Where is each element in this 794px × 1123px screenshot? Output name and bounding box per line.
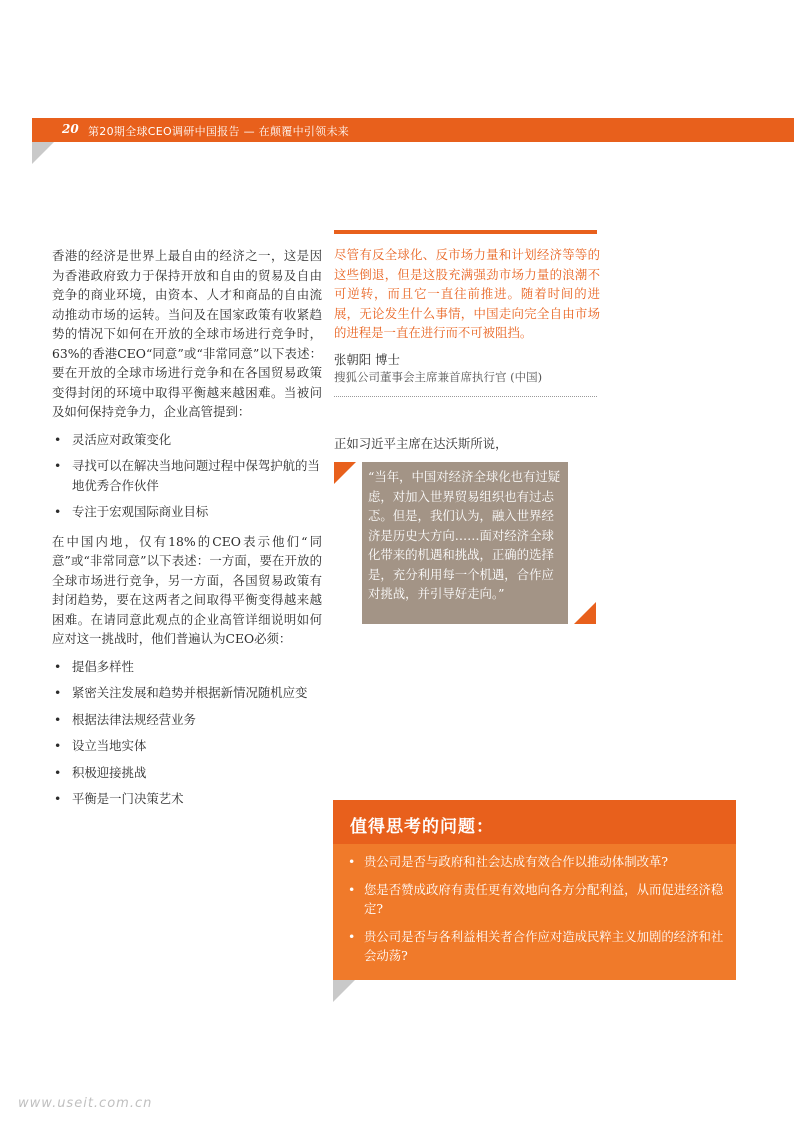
bullet-icon: • xyxy=(54,738,62,753)
bullet-icon: • xyxy=(54,791,62,806)
question-item: • 贵公司是否与政府和社会达成有效合作以推动体制改革? xyxy=(348,852,728,872)
left-column xyxy=(52,246,322,819)
bullet-icon: • xyxy=(54,658,62,674)
hk-strategies-list xyxy=(52,430,322,522)
list-item: • 提倡多样性 xyxy=(52,657,322,677)
dotted-divider xyxy=(334,396,597,397)
list-item: • 平衡是一门决策艺术 xyxy=(52,789,322,809)
questions-heading: 值得思考的问题： xyxy=(350,817,494,837)
question-item: • 您是否赞成政府有责任更有效地向各方分配利益，从而促进经济稳定? xyxy=(348,881,724,916)
report-title: 第20期全球CEO调研中国报告 — 在颠覆中引领未来 xyxy=(88,125,350,138)
bullet-icon: • xyxy=(54,685,62,700)
bullet-icon: • xyxy=(54,458,62,473)
quote-rule xyxy=(334,230,597,234)
list-item: • 灵活应对政策变化 xyxy=(52,430,322,450)
bullet-icon: • xyxy=(348,854,356,869)
pull-quote-text: 尽管有反全球化、反市场力量和计划经济等等的这些倒退，但是这股充满强劲市场力量的浪潮不可逆转，而且它一直往前推进。随着时间的进展，无论发生什么事情，中国走向完全自由市场的进程是一直在进行而不可被阻挡。 xyxy=(334,247,600,340)
quote-corner-top-left xyxy=(334,462,356,484)
list-item: • 积极迎接挑战 xyxy=(52,763,322,783)
bullet-icon: • xyxy=(348,928,356,944)
quote-corner-bottom-right xyxy=(574,602,596,624)
question-item: • 贵公司是否与各利益相关者合作应对造成民粹主义加剧的经济和社会动荡? xyxy=(348,928,724,963)
paragraph-mainland: 在中国内地，仅有18%的CEO表示他们“同意”或“非常同意”以下表述：一方面，要在开放的全球市场进行竞争，另一方面，各国贸易政策有封闭趋势，要在这两者之间取得平衡变得越来越困难。在请同意此观点的企业高管详细说明如何应对这一挑战时，他们普遍认为CEO必须： xyxy=(52,533,322,646)
page-number: 20 xyxy=(62,122,79,136)
paragraph-hong-kong: 香港的经济是世界上最自由的经济之一，这是因为香港政府致力于保持开放和自由的贸易及自由竞争的商业环境，由资本、人才和商品的自由流动推动市场的运转。当问及在国家政策有收紧趋势的情况下如何在开放的全球市场进行竞争时，63%的香港CEO“同意”或“非常同意”以下表述：要在开放的全球市场进行竞争和在各国贸易政策变得封闭的环境中取得平衡越来越困难。当被问及如何保持竞争力，企业高管提到： xyxy=(52,248,322,419)
bullet-icon: • xyxy=(348,881,356,897)
quote-box-text: “当年，中国对经济全球化也有过疑虑，对加入世界贸易组织也有过忐忑。但是，我们认为，融入世界经济是历史大方向……面对经济全球化带来的机遇和挑战，正确的选择是，充分利用每一个机遇，合作应对挑战，并引导好走向。” xyxy=(368,469,561,601)
list-item: • 设立当地实体 xyxy=(52,736,322,756)
ceo-must-list xyxy=(52,657,322,809)
list-item: • 根据法律法规经营业务 xyxy=(52,710,322,730)
header-fold-corner xyxy=(32,142,54,164)
bullet-icon: • xyxy=(54,711,62,727)
list-item: • 寻找可以在解决当地问题过程中保驾护航的当地优秀合作伙伴 xyxy=(54,458,320,493)
quote-author-title: 搜狐公司董事会主席兼首席执行官 (中国) xyxy=(334,370,543,384)
list-item: • 专注于宏观国际商业目标 xyxy=(52,502,322,522)
bullet-icon: • xyxy=(54,764,62,780)
list-item: • 紧密关注发展和趋势并根据新情况随机应变 xyxy=(52,683,322,703)
questions-fold-corner xyxy=(333,980,355,1002)
watermark: www.useit.com.cn xyxy=(18,1096,153,1111)
bullet-icon: • xyxy=(54,504,62,519)
bullet-icon: • xyxy=(54,431,62,447)
quote-author: 张朝阳 博士 xyxy=(334,352,400,367)
questions-list xyxy=(348,852,728,974)
intro-line: 正如习近平主席在达沃斯所说， xyxy=(334,436,508,451)
